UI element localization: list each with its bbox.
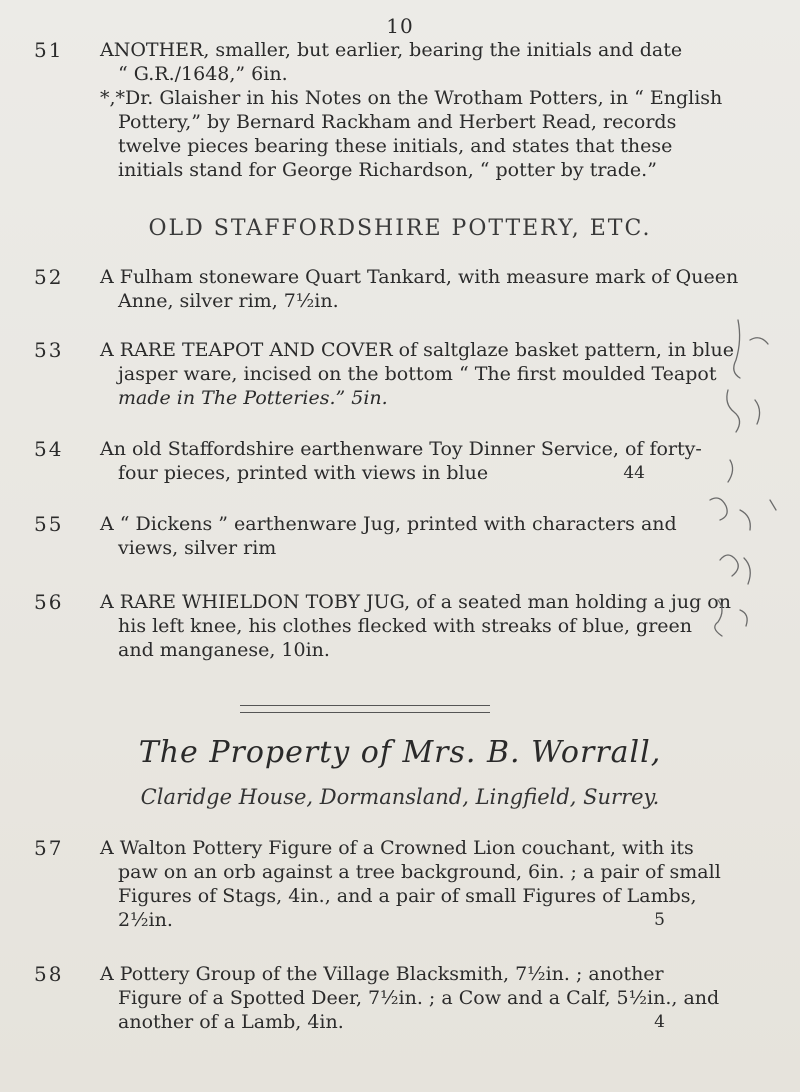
lot-line: another of a Lamb, 4in. bbox=[118, 1011, 344, 1033]
lot-line: A Fulham stoneware Quart Tankard, with measure mark of Queen bbox=[100, 266, 739, 288]
section-heading: OLD STAFFORDSHIRE POTTERY, ETC. bbox=[148, 216, 652, 241]
lot-number: 56 bbox=[34, 590, 64, 614]
lot-line: paw on an orb against a tree background, 6in. ; a pair of small bbox=[118, 861, 721, 883]
lot-line: and manganese, 10in. bbox=[118, 639, 330, 661]
lot-line: jasper ware, incised on the bottom “ The first moulded Teapot bbox=[118, 363, 717, 385]
lot-line: Figure of a Spotted Deer, 7½in. ; a Cow and a Calf, 5½in., and bbox=[118, 987, 720, 1009]
lot-number: 57 bbox=[34, 836, 64, 860]
lot-line: four pieces, printed with views in blue bbox=[118, 462, 489, 484]
lot-number: 55 bbox=[34, 512, 64, 536]
lot-quantity: 44 bbox=[623, 463, 645, 483]
lot-line: An old Staffordshire earthenware Toy Dinner Service, of forty- bbox=[100, 438, 702, 460]
lot-line: A Pottery Group of the Village Blacksmith, 7½in. ; another bbox=[100, 963, 664, 985]
lot-number: 53 bbox=[34, 338, 64, 362]
lot-line: Figures of Stags, 4in., and a pair of small Figures of Lambs, bbox=[118, 885, 697, 907]
pencil-annotation-icon bbox=[680, 310, 800, 690]
lot-number: 58 bbox=[34, 962, 64, 986]
lot-number: 51 bbox=[34, 38, 64, 62]
lot-line: A “ Dickens ” earthenware Jug, printed with characters and bbox=[100, 513, 677, 535]
page-number: 10 bbox=[386, 14, 414, 38]
divider-rule bbox=[240, 705, 490, 713]
lot-line: A RARE TEAPOT AND COVER of saltglaze basket pattern, in blue bbox=[100, 339, 734, 361]
lot-line: ANOTHER, smaller, but earlier, bearing the initials and date bbox=[100, 39, 683, 61]
lot-line: made in The Potteries.” 5in. bbox=[118, 387, 388, 409]
lot-line: initials stand for George Richardson, “ potter by trade.” bbox=[118, 159, 657, 181]
lot-line: A RARE WHIELDON TOBY JUG, of a seated man holding a jug on bbox=[100, 591, 731, 613]
property-address: Claridge House, Dormansland, Lingfield, Surrey. bbox=[140, 785, 660, 809]
lot-line: Pottery,” by Bernard Rackham and Herbert Read, records bbox=[118, 111, 677, 133]
lot-line: 2½in. bbox=[118, 909, 173, 931]
lot-line: his left knee, his clothes flecked with streaks of blue, green bbox=[118, 615, 693, 637]
property-title: The Property of Mrs. B. Worrall, bbox=[138, 735, 662, 770]
lot-line: twelve pieces bearing these initials, and states that these bbox=[118, 135, 673, 157]
lot-number: 52 bbox=[34, 265, 64, 289]
lot-line: Anne, silver rim, 7½in. bbox=[118, 290, 339, 312]
lot-number: 54 bbox=[34, 437, 64, 461]
lot-quantity: 4 bbox=[654, 1012, 665, 1032]
lot-line: *,*Dr. Glaisher in his Notes on the Wrotham Potters, in “ English bbox=[100, 87, 723, 109]
lot-line: “ G.R./1648,” 6in. bbox=[118, 63, 288, 85]
lot-quantity: 5 bbox=[654, 910, 665, 930]
lot-line: A Walton Pottery Figure of a Crowned Lion couchant, with its bbox=[100, 837, 694, 859]
lot-line: views, silver rim bbox=[118, 537, 277, 559]
